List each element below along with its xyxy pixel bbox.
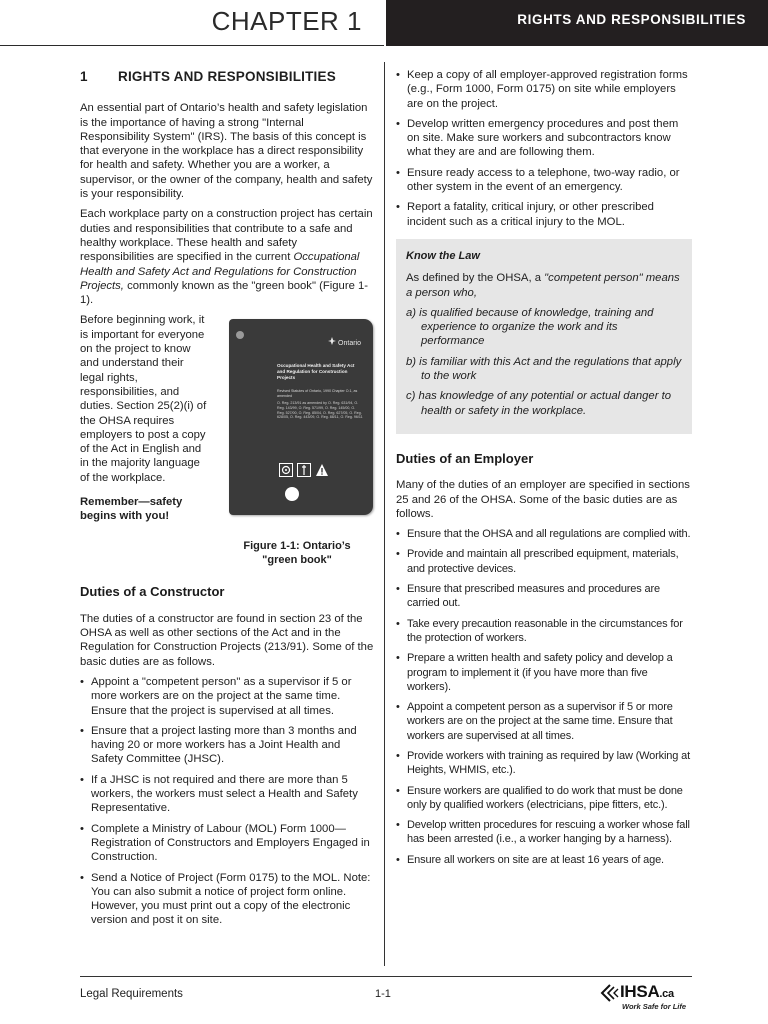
figure-caption [80,539,374,567]
know-the-law-title: Know the Law [406,249,480,262]
logo-tagline: Work Safe for Life [622,1002,687,1011]
caption-line-2: "green book" [262,554,332,567]
know-intro-start: As defined by the OHSA, a [406,272,545,285]
footer-divider [80,976,692,977]
chapter-title: RIGHTS AND RESPONSIBILITIES [517,12,746,27]
book-subtitle: Revised Statutes of Ontario, 1990 Chapter O.1, as amended [277,389,358,399]
list-item: • Ensure workers are qualified to do work that must be done only by qualified workers (electricians, pipe fitters, etc.). [396,784,692,813]
figure-block [80,313,374,531]
section-title-text: RIGHTS AND RESPONSIBILITIES [118,69,336,84]
constructor-intro: The duties of a constructor are found in section 23 of the OHSA as well as other sections of the Act and in the Regulation for Construction Projects (213/91). Some of the basic duties are as follows. [80,612,374,668]
left-column [80,68,374,934]
know-intro-italic: "competent person" means a person who, [406,272,680,299]
book-ring-hole [236,331,244,339]
list-item: • Ensure that prescribed measures and procedures are carried out. [396,582,692,611]
chapter-label: CHAPTER 1 [211,6,362,36]
trillium-icon [328,337,336,345]
list-item: • Send a Notice of Project (Form 0175) to the MOL. Note: You can also submit a notice of project form online. However, you must print out a copy of the electronic version and post it on site. [80,871,374,928]
book-regulation-list: O. Reg. 213/91 as amended by O. Reg. 631/94, O. Reg. 143/99, O. Reg. 571/99, O. Reg. 145/00, O. Reg. 527/00, O. Reg. 85/04, O. Reg. 627/05, O. Reg. 628/05, O. Reg. 443/09, O. Reg. 88/11, O. Reg. 96/11 [277,401,363,420]
intro-p2-start: Each workplace party on a construction project has certain duties and responsibilities that contribute to a safe and healthy workplace. These health and safety responsibilities are specified in the current [80,208,373,264]
book-icons [279,463,329,477]
intro-p2-end: commonly known as the "green book" (Figure 1-1). [80,279,369,307]
know-the-law-intro [406,271,682,300]
list-item: • Prepare a written health and safety policy and develop a program to implement it (if you have more than five workers). [396,651,692,694]
book-round-emblem [285,487,299,501]
book-title: Occupational Health and Safety Act and Regulation for Construction Projects [277,363,355,380]
list-item: • Ensure all workers on site are at least 16 years of age. [396,853,692,867]
employer-intro: Many of the duties of an employer are specified in sections 25 and 26 of the OHSA. Some of the basic duties are as follows. [396,479,690,520]
list-item: • Appoint a "competent person" as a supervisor if 5 or more workers are on the project at the same time. Ensure that the project is supervised at all times. [80,675,374,718]
list-item: • Report a fatality, critical injury, or other prescribed incident such as a critical injury to the MOL. [396,200,692,229]
chapter-header [0,0,384,46]
intro-paragraph-2 [80,207,374,307]
constructor-duties-continued [396,68,692,229]
list-item: • Ensure that a project lasting more than 3 months and having 20 or more workers has a Joint Health and Safety Committee (JHSC). [80,724,374,767]
gear-icon [279,463,293,477]
list-item: • If a JHSC is not required and there are more than 5 workers, the workers must select a Health and Safety Representative. [80,773,374,816]
list-item: • Take every precaution reasonable in the circumstances for the protection of workers. [396,617,692,646]
list-item: • Ensure that the OHSA and all regulations are complied with. [396,527,692,541]
intro-paragraph-3: Before beginning work, it is important for everyone on the project to know and understand their legal rights, responsibilities, and duties. Section 25(2)(i) of the OHSA requires employers to post a copy of the Act in English and in the majority language of the workplace. [80,314,207,484]
ihsa-logo[interactable] [600,982,692,1014]
ihsa-mark-icon [600,984,620,1002]
column-divider [384,62,385,966]
section-title [80,70,374,84]
list-item: • Develop written procedures for rescuing a worker whose fall has been arrested (i.e., a worker hanging by a harness). [396,818,692,847]
definition-item: c) has knowledge of any potential or actual danger to health or safety in the workplace. [406,390,672,417]
medical-icon [297,463,311,477]
definition-item: b) is familiar with this Act and the regulations that apply to the work [406,355,682,383]
right-column [396,68,692,873]
book-logo-text: Ontario [338,340,361,348]
list-item: • Appoint a competent person as a supervisor if 5 or more workers are on the project at the same time. Ensure that workers are supervised at all times. [396,700,692,743]
ontario-logo [328,337,361,351]
chapter-title-bar [386,0,768,46]
list-item: • Keep a copy of all employer-approved registration forms (e.g., Form 1000, Form 0175) on site while employers are on the project. [396,68,692,111]
section-number: 1 [80,69,88,84]
act-title: Occupational Health and Safety Act and Regulations for Construction Projects, [80,251,360,292]
figure-side-text [80,313,208,533]
list-item: • Ensure ready access to a telephone, two-way radio, or other system in the event of an emergency. [396,166,692,195]
caption-line-1: Figure 1-1: Ontario’s [243,540,351,553]
green-book-image [229,319,373,515]
constructor-heading: Duties of a Constructor [80,584,225,600]
warning-icon [315,463,329,477]
logo-text [620,982,674,1002]
logo-suffix: .ca [659,988,674,1000]
intro-paragraph-1: An essential part of Ontario’s health and safety legislation is the importance of having a strong "Internal Responsibility System" (IRS). The basis of this concept is that everyone in the workplace has a direct responsibility for health and safety. Whether you are a worker, a supervisor, or the owner of the company, health and safety is your responsibility. [80,102,373,201]
remember-note: Remember—safety begins with you! [80,496,183,523]
list-item: • Develop written emergency procedures and post them on site. Make sure workers and subcontractors know what they are and are following them. [396,117,692,160]
definition-item: a) is qualified because of knowledge, training and experience to organize the work and its performance [406,306,654,348]
logo-name: IHSA [620,982,660,1001]
constructor-duties-list [80,675,374,928]
employer-duties-list [396,527,692,867]
list-item: • Provide workers with training as required by law (Working at Heights, WHMIS, etc.). [396,749,692,778]
employer-heading: Duties of an Employer [396,450,534,466]
know-the-law-box [396,239,692,434]
list-item: • Provide and maintain all prescribed equipment, materials, and protective devices. [396,547,692,576]
list-item: • Complete a Ministry of Labour (MOL) Form 1000—Registration of Constructors and Employers Engaged in Construction. [80,822,374,865]
footer-section-name: Legal Requirements [80,988,183,1000]
page-number: 1-1 [375,988,391,1000]
